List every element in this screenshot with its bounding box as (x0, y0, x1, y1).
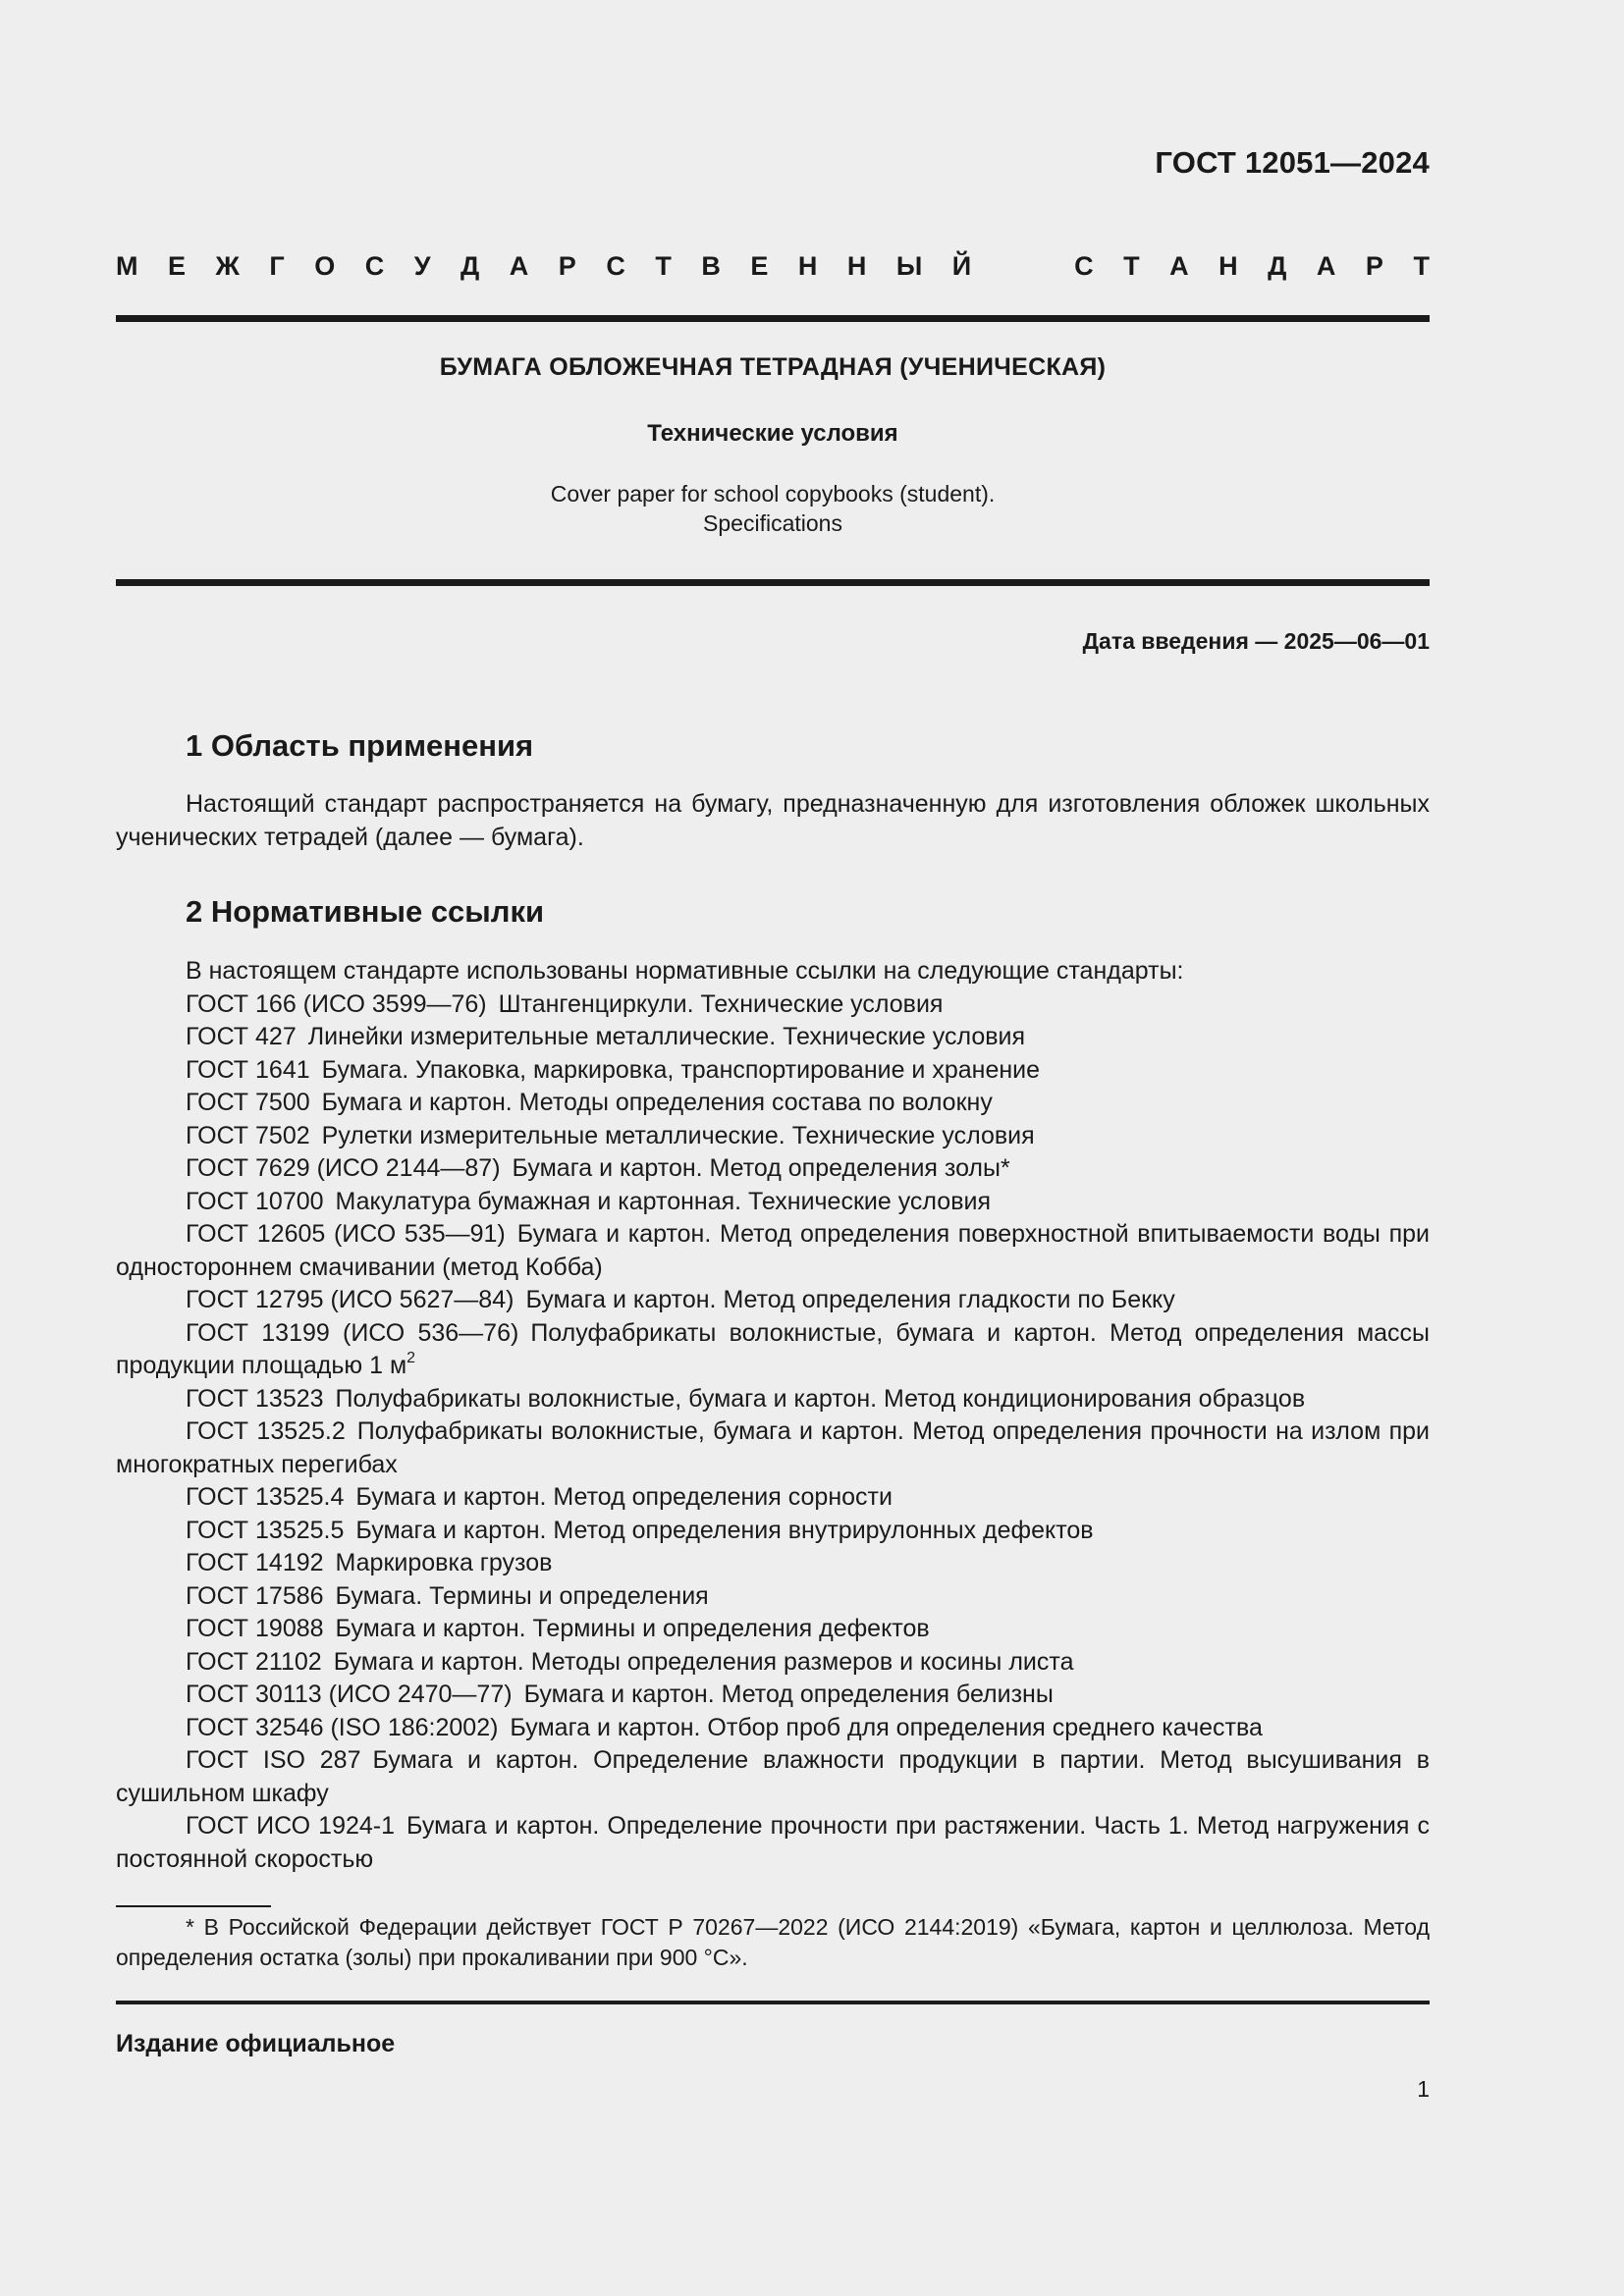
reference-item (116, 1810, 1430, 1876)
reference-title: Полуфабрикаты волокнистые, бумага и картон. Метод определения прочности на излом при многократных перегибах (116, 1417, 1430, 1478)
banner-letter: Т (1413, 251, 1430, 281)
reference-item (116, 1383, 1430, 1416)
footnote (116, 1912, 1430, 1973)
reference-item (116, 1712, 1430, 1745)
reference-code: ГОСТ 12605 (ИСО 535—91) (186, 1220, 506, 1248)
reference-title: Полуфабрикаты волокнистые, бумага и картон. Метод кондиционирования образцов (335, 1384, 1306, 1413)
reference-list (116, 988, 1430, 1877)
reference-title: Бумага и картон. Определение прочности при растяжении. Часть 1. Метод нагружения с постоянной скоростью (116, 1812, 1430, 1873)
reference-code: ГОСТ 30113 (ИСО 2470—77) (186, 1681, 513, 1708)
reference-item (116, 1646, 1430, 1680)
reference-title: Рулетки измерительные металлические. Технические условия (321, 1121, 1035, 1149)
introduction-date: Дата введения — 2025—06—01 (1082, 628, 1430, 654)
interstate-standard-banner (116, 251, 1430, 282)
official-edition-label: Издание официальное (116, 2030, 396, 2057)
reference-item (116, 1087, 1430, 1120)
banner-letter: Т (1123, 251, 1140, 281)
reference-code: ГОСТ 13525.5 (186, 1516, 345, 1544)
reference-title: Бумага и картон. Методы определения размеров и косины листа (333, 1647, 1074, 1676)
reference-code: ГОСТ 7629 (ИСО 2144—87) (186, 1154, 501, 1182)
banner-letter: О (314, 251, 336, 281)
banner-letter: С (364, 251, 385, 281)
reference-title: Бумага и картон. Методы определения состава по волокну (321, 1089, 993, 1116)
reference-title: Полуфабрикаты волокнистые, бумага и картон. Метод определения массы продукции площадью 1 м (116, 1318, 1431, 1379)
reference-title: Бумага и картон. Метод определения поверхностной впитываемости воды при одностороннем смачивании (метод Кобба) (116, 1220, 1430, 1281)
reference-code: ГОСТ 10700 (186, 1187, 324, 1215)
reference-title: Линейки измерительные металлические. Технические условия (307, 1023, 1026, 1050)
footnote-separator (116, 1905, 271, 1907)
reference-title: Бумага и картон. Метод определения сорности (355, 1483, 893, 1511)
reference-item (116, 1218, 1430, 1284)
reference-title: Бумага и картон. Метод определения золы* (512, 1154, 1010, 1182)
banner-letter: У (413, 251, 431, 281)
reference-code: ГОСТ 7502 (186, 1121, 310, 1149)
section-2-body (116, 955, 1430, 1876)
reference-code: ГОСТ 13525.4 (186, 1483, 345, 1511)
section-2-intro: В настоящем стандарте использованы нормативные ссылки на следующие стандарты: (186, 957, 1184, 985)
reference-item (116, 1515, 1430, 1548)
reference-code: ГОСТ 14192 (186, 1549, 324, 1576)
banner-letter: В (701, 251, 721, 281)
banner-letter: А (509, 251, 529, 281)
reference-item (116, 1152, 1430, 1186)
reference-title: Штангенциркули. Технические условия (498, 989, 944, 1018)
reference-code: ГОСТ 427 (186, 1023, 297, 1050)
reference-code: ГОСТ 7500 (186, 1089, 310, 1116)
reference-title: Бумага и картон. Метод определения белизны (523, 1681, 1054, 1708)
reference-code: ГОСТ 1641 (186, 1055, 310, 1084)
banner-letter: Ы (895, 251, 923, 281)
document-subtitle: Технические условия (647, 420, 898, 447)
banner-letter: Д (1268, 251, 1287, 281)
banner-letter: М (116, 251, 138, 281)
reference-code: ГОСТ 21102 (186, 1647, 322, 1676)
english-title (116, 479, 1430, 538)
banner-letter: С (1074, 251, 1094, 281)
reference-item (116, 1415, 1430, 1481)
title-divider (116, 579, 1430, 586)
reference-item (116, 1580, 1430, 1614)
reference-item (116, 1021, 1430, 1054)
reference-item (116, 1481, 1430, 1515)
reference-item (116, 1613, 1430, 1646)
footer-divider (116, 2001, 1430, 2004)
banner-letter: А (1169, 251, 1189, 281)
reference-code: ГОСТ 13199 (ИСО 536—76) (186, 1318, 519, 1347)
document-code: ГОСТ 12051—2024 (1155, 145, 1430, 180)
reference-code: ГОСТ ISO 287 (186, 1746, 361, 1774)
reference-code: ГОСТ 17586 (186, 1581, 324, 1610)
banner-word-gap (1001, 251, 1045, 282)
reference-item (116, 1547, 1430, 1580)
reference-superscript: 2 (406, 1350, 416, 1366)
reference-item (116, 1744, 1430, 1810)
reference-item (116, 1284, 1430, 1317)
banner-letter: Ж (215, 251, 240, 281)
reference-code: ГОСТ ИСО 1924-1 (186, 1812, 396, 1840)
banner-letter: А (1316, 251, 1336, 281)
reference-title: Бумага и картон. Определение влажности продукции в партии. Метод высушивания в сушильном шкафу (116, 1746, 1431, 1807)
reference-title: Бумага и картон. Метод определения гладкости по Бекку (525, 1286, 1175, 1313)
banner-letter: Т (655, 251, 672, 281)
document-title: БУМАГА ОБЛОЖЕЧНАЯ ТЕТРАДНАЯ (УЧЕНИЧЕСКАЯ) (439, 353, 1107, 381)
reference-item (116, 1679, 1430, 1712)
reference-item (116, 1317, 1430, 1383)
banner-letter: Е (168, 251, 187, 281)
reference-item (116, 988, 1430, 1022)
reference-title: Бумага. Термины и определения (335, 1581, 709, 1610)
reference-code: ГОСТ 13523 (186, 1384, 324, 1413)
banner-letter: Н (1218, 251, 1238, 281)
english-title-line1: Cover paper for school copybooks (student). (550, 481, 996, 507)
reference-title: Бумага и картон. Термины и определения дефектов (335, 1615, 930, 1642)
section-1-paragraph: Настоящий стандарт распространяется на бумагу, предназначенную для изготовления обложек школьных ученических тетрадей (далее — бумага). (116, 790, 1430, 851)
reference-item (116, 1120, 1430, 1153)
banner-letter: Г (269, 251, 285, 281)
reference-title: Маркировка грузов (335, 1549, 553, 1576)
reference-code: ГОСТ 19088 (186, 1615, 324, 1642)
english-title-line2: Specifications (703, 510, 842, 536)
banner-letter: Д (460, 251, 480, 281)
footnote-text: * В Российской Федерации действует ГОСТ Р 70267—2022 (ИСО 2144:2019) «Бумага, картон и целлюлоза. Метод определения остатка (золы) при прокаливании при 900 °С». (116, 1914, 1430, 1970)
reference-code: ГОСТ 12795 (ИСО 5627—84) (186, 1286, 514, 1313)
reference-title: Бумага и картон. Метод определения внутрирулонных дефектов (355, 1516, 1094, 1544)
banner-letter: Е (750, 251, 769, 281)
section-1-heading: 1 Область применения (186, 728, 534, 763)
page-number: 1 (1417, 2076, 1430, 2102)
reference-item (116, 1186, 1430, 1219)
reference-code: ГОСТ 166 (ИСО 3599—76) (186, 989, 487, 1018)
reference-title: Макулатура бумажная и картонная. Технические условия (335, 1187, 991, 1215)
reference-title: Бумага и картон. Отбор проб для определения среднего качества (510, 1713, 1263, 1741)
banner-letter: С (606, 251, 625, 281)
header-divider (116, 315, 1430, 322)
section-1-body (116, 788, 1430, 854)
banner-letter: Н (797, 251, 818, 281)
reference-title: Бумага. Упаковка, маркировка, транспортирование и хранение (321, 1055, 1041, 1084)
reference-item (116, 1054, 1430, 1088)
section-2-heading: 2 Нормативные ссылки (186, 894, 545, 929)
reference-code: ГОСТ 32546 (ISO 186:2002) (186, 1713, 499, 1741)
banner-letter: Р (558, 251, 576, 281)
reference-code: ГОСТ 13525.2 (186, 1417, 346, 1445)
banner-letter: Р (1365, 251, 1383, 281)
banner-letter: Й (951, 251, 972, 281)
banner-letter: Н (846, 251, 867, 281)
